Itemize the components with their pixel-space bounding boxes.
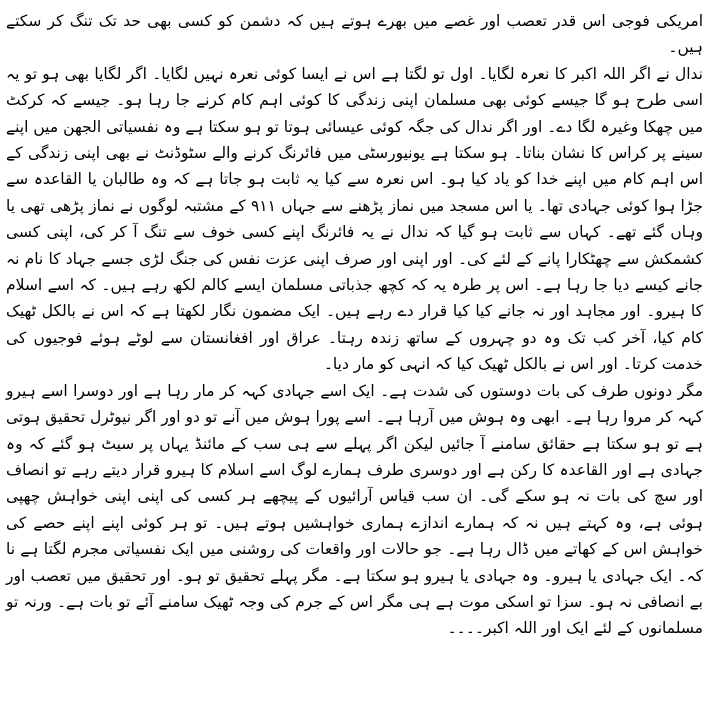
article-body <box>6 8 703 642</box>
paragraph-3: مگر دونوں طرف کی بات دوستوں کی شدت ہے۔ ایک اسے جہادی کہہ کر مار رہا ہے اور دوسرا اسے ہیرو کہہ کر مروا رہا ہے۔ ابھی وہ ہوش میں آرہا ہے۔ اسے پورا ہوش میں آنے تو دو اور اگر نیوٹرل تحقیق ہوتی ہے تو ہو سکتا ہے حقائق سامنے آ جائیں لیکن اگر پہلے سے ہی سب کے مائنڈ یہاں پر سیٹ ہو گئے کہ وہ جہادی ہے اور القاعدہ کا رکن ہے اور دوسری طرف ہمارے لوگ اسے اسلام کا ہیرو قرار دیتے رہے تو انصاف اور سچ کی بات نہ ہو سکے گی۔ ان سب قیاس آرائیوں کے پیچھے ہر کسی کی اپنی اپنی خواہش چھپی ہوئی ہے، وہ کہتے ہیں نہ کہ ہمارے اندازے ہماری خواہشیں ہوتے ہیں۔ تو ہر کوئی اپنے اپنے حصے کی خواہش اس کے کھاتے میں ڈال رہا ہے۔ جو حالات اور واقعات کی روشنی میں ایک نفسیاتی مجرم لگتا ہے نا کہ۔ ایک جہادی یا ہیرو۔ وہ جہادی یا ہیرو ہو سکتا ہے۔ مگر پہلے تحقیق تو ہو۔ اور تحقیق میں تعصب اور بے انصافی نہ ہو۔ سزا تو اسکی موت ہے ہی مگر اس کے جرم کی وجہ ٹھیک سامنے آئے تو بات ہے۔ ورنہ تو مسلمانوں کے لئے ایک اور اللہ اکبر۔۔۔۔ <box>6 381 703 638</box>
paragraph-2: ندال نے اگر اللہ اکبر کا نعرہ لگایا۔ اول تو لگتا ہے اس نے ایسا کوئی نعرہ نہیں لگایا۔ اگر لگایا بھی ہو تو یہ اسی طرح ہو گا جیسے کوئی بھی مسلمان اپنی زندگی کا کوئی اہم کام کرنے جا رہا ہو۔ جیسے کہ کرکٹ میں چھکا وغیرہ لگا دے۔ اور اگر ندال کی جگہ کوئی عیسائی ہوتا تو ہو سکتا ہے وہ نفسیاتی الجھن میں اپنے سینے پر کراس کا نشان بناتا۔ ہو سکتا ہے یونیورسٹی میں فائرنگ کرنے والے سٹوڈنٹ نے بھی اپنی زندگی کے اس اہم کام میں اپنے خدا کو یاد کیا ہو۔ اس نعرہ سے کیا یہ ثابت ہو جاتا ہے کہ وہ طالبان یا القاعدہ سے جڑا ہوا کوئی جہادی تھا۔ یا اس مسجد میں نماز پڑھنے سے جہاں ۹۱۱ کے مشتبہ لوگوں نے نماز پڑھی تھی یا وہاں گئے تھے۔ کہاں سے ثابت ہو گیا کہ ندال نے یہ فائرنگ اپنے کسی خوف سے تنگ آ کر کی، اپنی کسی کشمکش سے چھٹکارا پانے کے لئے کی۔ اور اپنی اور صرف اپنی عزت نفس کی جنگ لڑی جسے جہاد کا نام نہ جانے کیسے دیا جا رہا ہے۔ اس پر طرہ یہ کہ کچھ جذباتی مسلمان ایسے کالم لکھ رہے ہیں۔ کہ اسے اسلام کا ہیرو۔ اور مجاہد اور نہ جانے کیا کیا قرار دے رہے ہیں۔ ایک مضمون نگار لکھتا ہے کہ اس نے بالکل ٹھیک کام کیا، آخر کب تک وہ دو چہروں کے ساتھ زندہ رہتا۔ عراق اور افغانستان سے لوٹے ہوئے فوجیوں کی خدمت کرتا۔ اور اس نے بالکل ٹھیک کیا کہ انہی کو مار دیا۔ <box>6 64 703 374</box>
paragraph-1: امریکی فوجی اس قدر تعصب اور غصے میں بھرے ہوتے ہیں کہ دشمن کو کسی بھی حد تک تنگ کر سکتے ہیں۔ <box>6 12 703 57</box>
